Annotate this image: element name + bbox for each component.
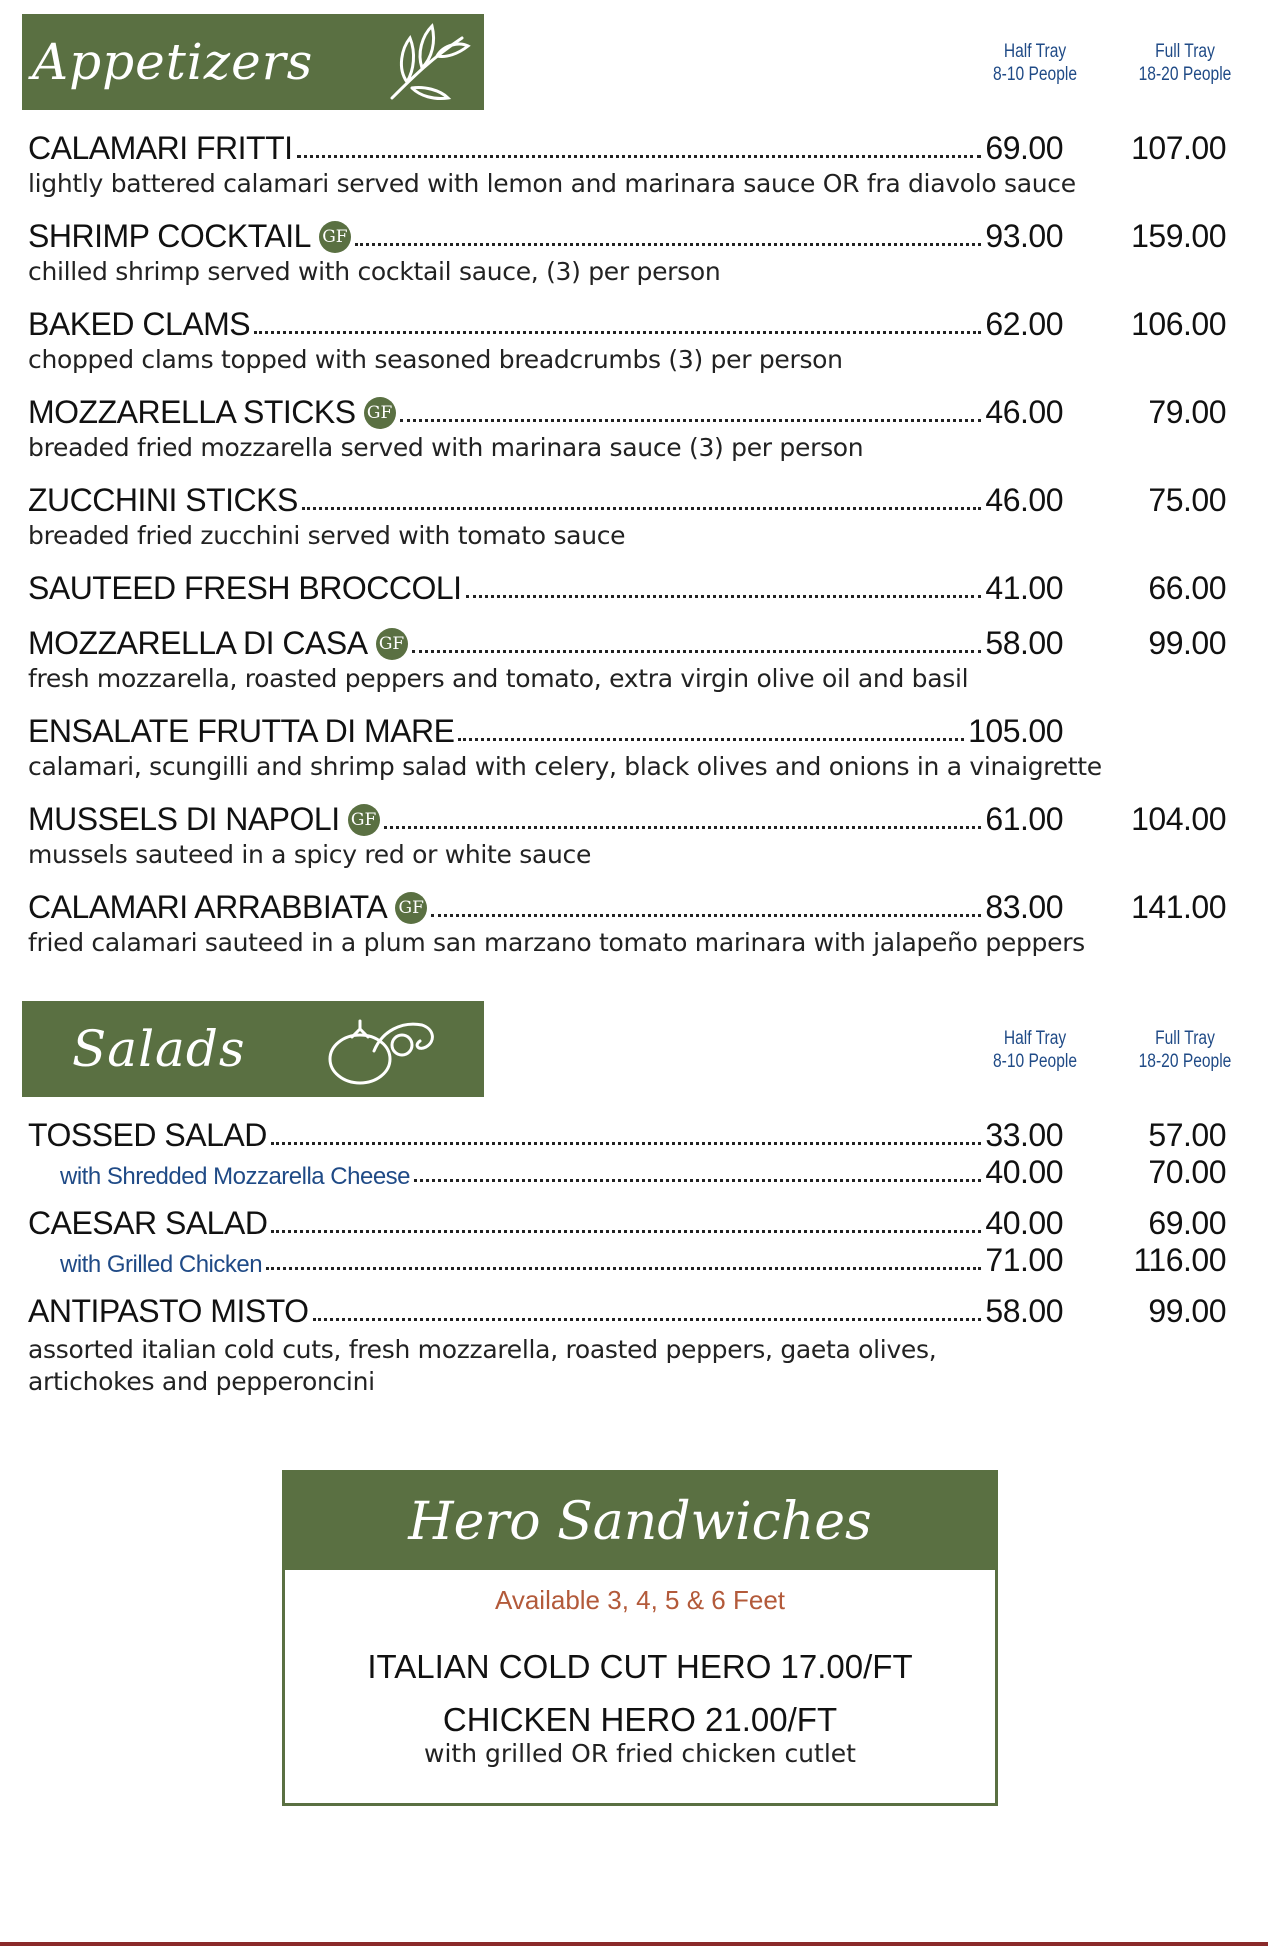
full-tray-header [1136,40,1234,86]
hero-item-cold-cut: ITALIAN COLD CUT HERO 17.00/FT [367,1648,913,1685]
appetizer-leader [28,482,1063,519]
appetizer-leader [28,394,1063,431]
dot-leader [302,507,982,510]
appetizer-item [28,394,1238,464]
hero-item-chicken-desc: with grilled OR fried chicken cutlet [424,1739,856,1768]
salad-option [28,1154,1238,1190]
appetizer-item [28,130,1238,200]
appetizer-item [28,482,1238,552]
price-full-tray: 75.00 [1148,482,1226,518]
appetizer-leader [28,713,1063,750]
gluten-free-icon: GF [319,221,351,253]
price-half-tray: 105.00 [968,713,1063,749]
appetizer-description: mussels sauteed in a spicy red or white sauce [28,840,592,869]
salads-full-tray-title: Full Tray [1155,1028,1215,1049]
dot-leader [355,243,982,246]
gluten-free-icon: GF [376,628,408,660]
appetizer-line [28,801,1238,839]
dot-leader [412,650,982,653]
dot-leader [297,155,982,158]
salad-name: ANTIPASTO MISTO [28,1293,309,1329]
price-half-tray: 61.00 [985,801,1063,837]
appetizer-name-wrap [28,889,427,926]
price-full-tray: 141.00 [1131,889,1226,925]
antipasto-desc-2: artichokes and pepperoncini [28,1367,375,1396]
appetizer-line [28,570,1238,608]
appetizer-item [28,218,1238,288]
hero-banner [285,1473,995,1570]
price-half-tray: 69.00 [985,130,1063,166]
appetizer-description: fresh mozzarella, roasted peppers and tomato, extra virgin olive oil and basil [28,664,969,693]
dot-leader [254,331,981,334]
salad-leader [28,1117,1063,1154]
appetizer-leader [28,218,1063,255]
appetizer-item [28,306,1238,376]
price-half-tray: 46.00 [985,482,1063,518]
salad-line [28,1293,1238,1331]
salads-banner [22,1001,484,1097]
appetizer-leader [28,306,1063,343]
appetizer-item [28,713,1238,783]
price-full-tray: 116.00 [1133,1242,1226,1278]
price-full-tray: 99.00 [1148,1293,1226,1329]
appetizer-description: chilled shrimp served with cocktail sauce, (3) per person [28,257,721,286]
salad-item [28,1117,1238,1155]
appetizer-item [28,889,1238,959]
salad-item [28,1293,1238,1331]
price-full-tray: 57.00 [1148,1117,1226,1153]
appetizer-description: calamari, scungilli and shrimp salad with celery, black olives and onions in a vinaigrette [28,752,1102,781]
appetizers-title: Appetizers [32,33,314,91]
dot-leader [313,1318,982,1321]
salads-half-tray-header [990,1027,1080,1073]
appetizer-name: MOZZARELLA STICKS [28,394,356,430]
price-half-tray: 33.00 [985,1117,1063,1153]
dot-leader [414,1179,981,1182]
price-half-tray: 83.00 [985,889,1063,925]
appetizer-name: CALAMARI ARRABBIATA [28,889,388,925]
appetizer-name-wrap [28,713,454,750]
half-tray-header [990,40,1080,86]
price-half-tray: 41.00 [985,570,1063,606]
appetizer-name-wrap [28,394,396,431]
appetizer-description: breaded fried zucchini served with tomato sauce [28,521,626,550]
bottom-rule [0,1942,1268,1946]
appetizer-description: fried calamari sauteed in a plum san marzano tomato marinara with jalapeño peppers [28,928,1085,957]
appetizer-name-wrap [28,306,250,343]
full-tray-sub: 18-20 People [1138,64,1232,85]
dot-leader [400,419,982,422]
gluten-free-icon: GF [348,804,380,836]
salad-name: with Shredded Mozzarella Cheese [60,1163,411,1190]
appetizer-name: SAUTEED FRESH BROCCOLI [28,570,462,606]
appetizer-name-wrap [28,570,462,607]
appetizer-leader [28,130,1063,167]
appetizer-description: lightly battered calamari served with lemon and marinara sauce OR fra diavolo sauce [28,169,1076,198]
dot-leader [466,595,982,598]
price-full-tray: 106.00 [1131,306,1226,342]
appetizer-line [28,306,1238,344]
appetizer-name: MOZZARELLA DI CASA [28,625,368,661]
salad-leader [28,1242,1063,1279]
herb-sprig-icon [382,18,472,108]
appetizer-line [28,889,1238,927]
appetizer-line [28,130,1238,168]
appetizer-leader [28,889,1063,926]
price-half-tray: 40.00 [985,1154,1063,1190]
antipasto-desc-1: assorted italian cold cuts, fresh mozzarella, roasted peppers, gaeta olives, [28,1335,937,1364]
appetizer-item [28,801,1238,871]
hero-title: Hero Sandwiches [408,1491,872,1552]
dot-leader [431,914,981,917]
price-half-tray: 93.00 [985,218,1063,254]
price-half-tray: 46.00 [985,394,1063,430]
salad-name: with Grilled Chicken [60,1251,263,1278]
price-half-tray: 40.00 [985,1205,1063,1241]
salads-title: Salads [72,1020,246,1078]
appetizer-name: CALAMARI FRITTI [28,130,293,166]
appetizer-item [28,625,1238,695]
dot-leader [266,1267,981,1270]
price-full-tray: 66.00 [1148,570,1226,606]
appetizer-name: SHRIMP COCKTAIL [28,218,311,254]
price-full-tray: 104.00 [1131,801,1226,837]
price-full-tray: 69.00 [1148,1205,1226,1241]
appetizer-name: ZUCCHINI STICKS [28,482,298,518]
price-full-tray: 107.00 [1131,130,1226,166]
price-half-tray: 71.00 [985,1242,1063,1278]
salad-item [28,1205,1238,1243]
gluten-free-icon: GF [364,397,396,429]
dot-leader [271,1230,981,1233]
appetizer-name-wrap [28,130,293,167]
hero-sandwiches-box [282,1470,998,1806]
dot-leader [384,826,982,829]
appetizer-line [28,394,1238,432]
salad-line [28,1205,1238,1243]
salad-name: TOSSED SALAD [28,1117,267,1153]
appetizer-description: breaded fried mozzarella served with marinara sauce (3) per person [28,433,864,462]
price-half-tray: 58.00 [985,1293,1063,1329]
dot-leader [458,738,964,741]
salads-full-tray-header [1136,1027,1234,1073]
dot-leader [271,1142,982,1145]
salad-leader [28,1293,1063,1330]
price-half-tray: 58.00 [985,625,1063,661]
appetizer-name-wrap [28,801,380,838]
appetizer-name: MUSSELS DI NAPOLI [28,801,340,837]
tomato-icon [322,1011,442,1091]
price-full-tray: 99.00 [1148,625,1226,661]
appetizer-name-wrap [28,625,408,662]
appetizer-description: chopped clams topped with seasoned breadcrumbs (3) per person [28,345,843,374]
salads-half-tray-title: Half Tray [1003,1028,1067,1049]
full-tray-title: Full Tray [1155,41,1215,62]
salad-line [28,1242,1238,1278]
salads-half-tray-sub: 8-10 People [992,1051,1078,1072]
appetizer-line [28,218,1238,256]
appetizer-line [28,482,1238,520]
price-full-tray: 159.00 [1131,218,1226,254]
gluten-free-icon: GF [395,892,427,924]
salad-name: CAESAR SALAD [28,1205,268,1241]
price-full-tray: 79.00 [1148,394,1226,430]
appetizer-name: BAKED CLAMS [28,306,251,342]
salad-leader [28,1205,1063,1242]
appetizer-name-wrap [28,218,351,255]
salad-line [28,1117,1238,1155]
half-tray-title: Half Tray [1003,41,1067,62]
hero-availability: Available 3, 4, 5 & 6 Feet [494,1585,786,1615]
price-half-tray: 62.00 [985,306,1063,342]
appetizer-leader [28,801,1063,838]
price-full-tray: 70.00 [1148,1154,1226,1190]
appetizer-leader [28,625,1063,662]
appetizer-name: ENSALATE FRUTTA DI MARE [28,713,455,749]
hero-item-chicken: CHICKEN HERO 21.00/FT [442,1701,838,1738]
half-tray-sub: 8-10 People [992,64,1078,85]
appetizer-line [28,713,1238,751]
salads-full-tray-sub: 18-20 People [1138,1051,1232,1072]
salad-leader [28,1154,1063,1191]
salad-line [28,1154,1238,1190]
appetizer-line [28,625,1238,663]
appetizer-name-wrap [28,482,298,519]
salad-option [28,1242,1238,1278]
appetizers-banner [22,14,484,110]
appetizer-leader [28,570,1063,607]
appetizer-item [28,570,1238,608]
